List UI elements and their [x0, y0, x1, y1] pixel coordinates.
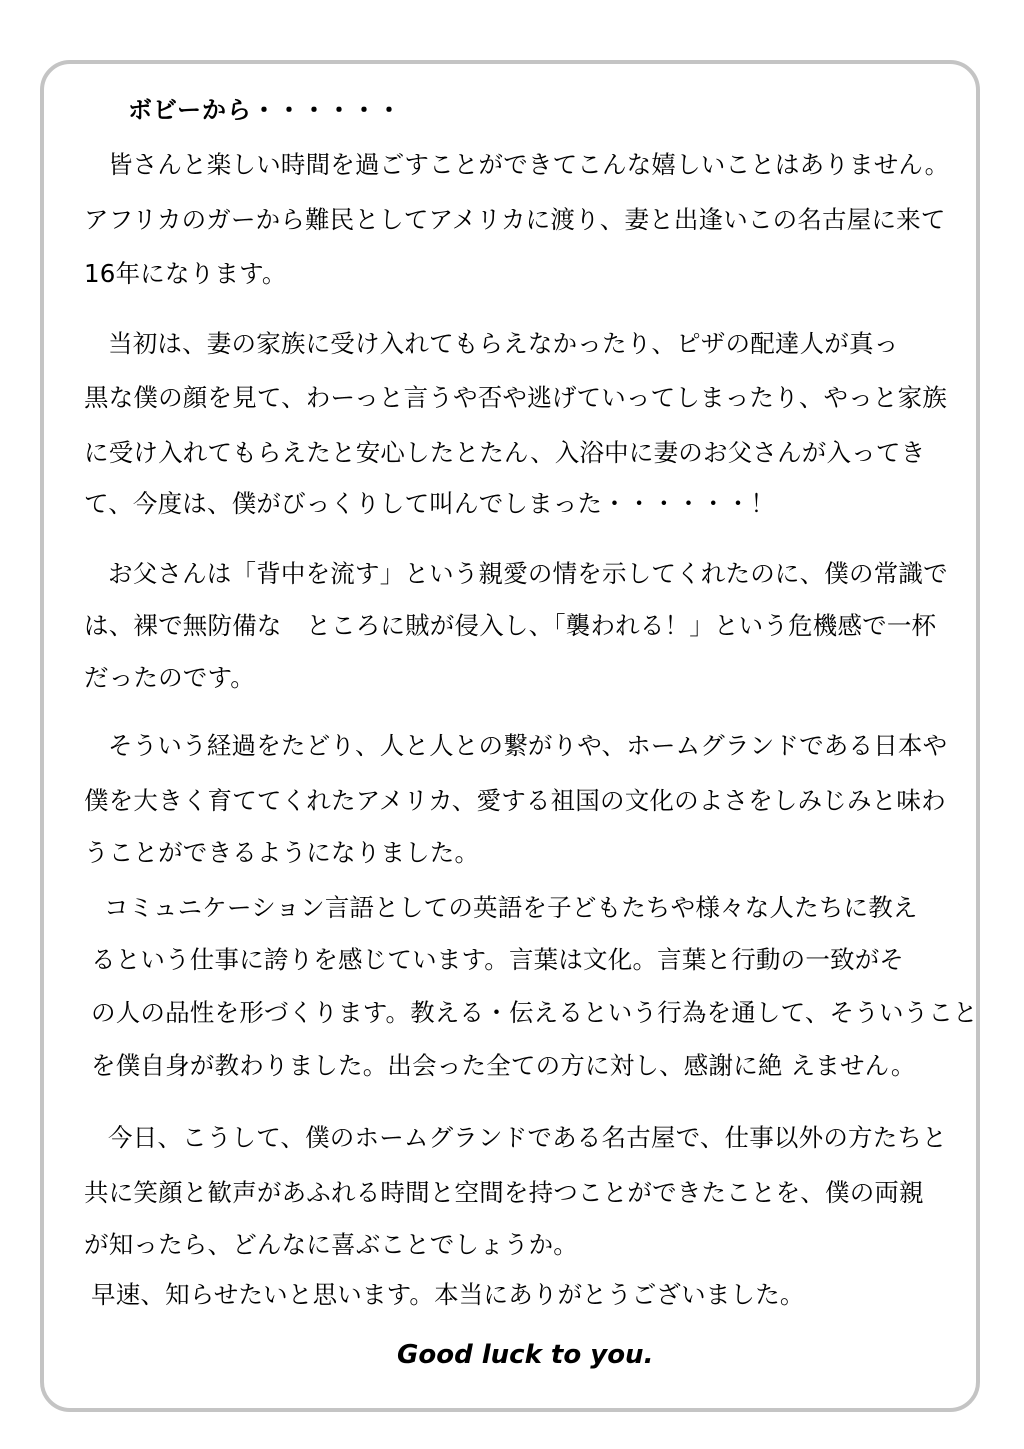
letter-line: が知ったら、どんなに喜ぶことでしょうか。	[84, 1230, 578, 1259]
letter-signoff: Good luck to you.	[397, 1340, 654, 1370]
letter-line: コミュニケーション言語としての英語を子どもたちや様々な人たちに教え	[104, 893, 918, 922]
letter-line: は、裸で無防備な ところに賊が侵入し、「襲われる！」という危機感で一杯	[84, 611, 937, 640]
letter-line: 皆さんと楽しい時間を過ごすことができてこんな嬉しいことはありません。	[108, 150, 950, 179]
letter-line: 共に笑顔と歓声があふれる時間と空間を持つことができたことを、僕の両親	[84, 1178, 924, 1207]
letter-line: お父さんは「背中を流す」という親愛の情を示してくれたのに、僕の常識で	[108, 559, 948, 588]
letter-line: 当初は、妻の家族に受け入れてもらえなかったり、ピザの配達人が真っ	[108, 329, 899, 358]
letter-line: 今日、こうして、僕のホームグランドである名古屋で、仕事以外の方たちと	[108, 1123, 947, 1152]
letter-line: て、今度は、僕がびっくりして叫んでしまった・・・・・・！	[84, 489, 776, 518]
letter-line: だったのです。	[84, 663, 255, 692]
letter-line: 16年になります。	[84, 259, 287, 288]
letter-line: 早速、知らせたいと思います。本当にありがとうございました。	[91, 1280, 805, 1309]
letter-line: の人の品性を形づくります。教える・伝えるという行為を通して、そういうこと	[91, 998, 978, 1027]
letter-heading: ボビーから・・・・・・	[128, 96, 403, 124]
letter-line: に受け入れてもらえたと安心したとたん、入浴中に妻のお父さんが入ってき	[84, 438, 926, 467]
letter-line: アフリカのガーから難民としてアメリカに渡り、妻と出逢いこの名古屋に来て	[84, 205, 946, 234]
letter-line: うことができるようになりました。	[84, 838, 480, 867]
letter-line: そういう経過をたどり、人と人との繋がりや、ホームグランドである日本や	[108, 731, 948, 760]
letter-line: 黒な僕の顔を見て、わーっと言うや否や逃げていってしまったり、やっと家族	[84, 383, 948, 412]
letter-line: 僕を大きく育ててくれたアメリカ、愛する祖国の文化のよさをしみじみと味わ	[84, 786, 946, 815]
letter-line: るという仕事に誇りを感じています。言葉は文化。言葉と行動の一致がそ	[91, 945, 905, 974]
letter-line: を僕自身が教わりました。出会った全ての方に対し、感謝に絶 えません。	[91, 1051, 916, 1080]
